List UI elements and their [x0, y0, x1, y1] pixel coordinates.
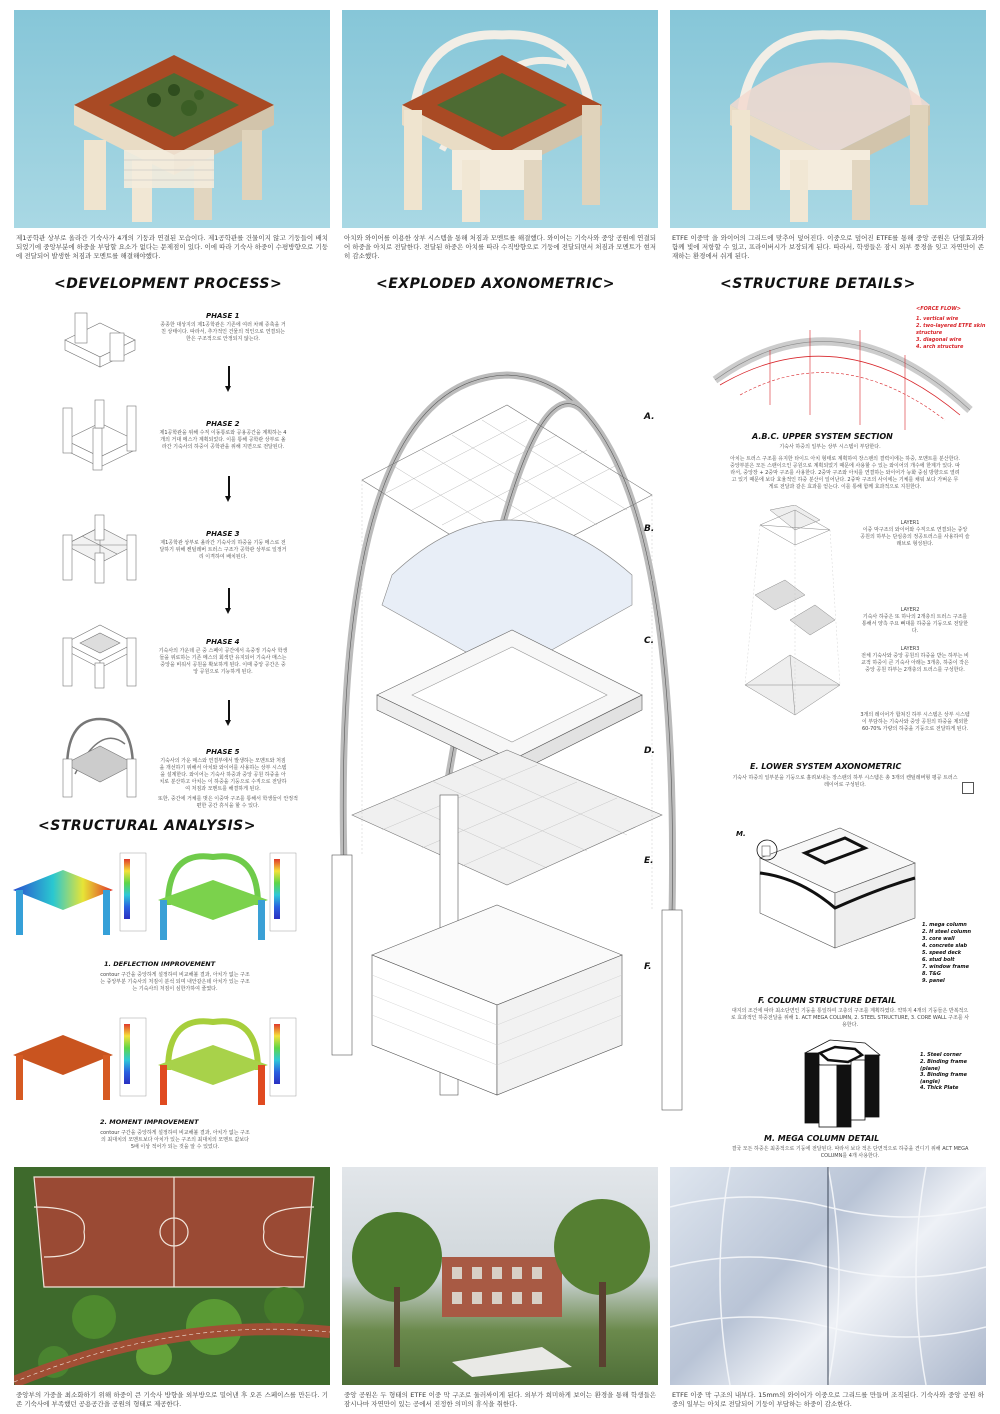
phase-3-diagram [55, 505, 145, 585]
building-arch-illustration [342, 10, 658, 228]
bottom-caption-3: ETFE 이중 막 구조의 내부다. 15mm의 와이어가 이중으로 그리드를 만들며 조직된다. 기숙사와 중앙 공원 하중의 일부는 아치로 전달되어 기둥이 부담하는 하중이 감소한다. [672, 1391, 984, 1408]
column-structure-text: 대지의 조건에 따라 최소단면인 기둥을 통일하여 고층의 구조를 계획하였다. 약하지 4개의 기둥들은 반복적으로 효과적인 하중전달을 위해 1. ACT MEGA COLUMN, 2. STEEL STRUCTURE, 3. CORE WALL 구조를 사용한다. [730, 1008, 970, 1028]
lower-system-text: 기숙사 하중의 일부분을 기둥으로 흘려보내는 장스팬의 하부 시스템은 총 3개의 켄틸레버형 평공 트러스 레이어로 구성된다. [732, 775, 958, 788]
mega-column-diagram [790, 1035, 890, 1133]
phase-arrow-2 [228, 476, 230, 498]
phase-1-text: 종종한 대상지의 제1공학관은 기존에 여러 차례 증축을 거친 상태이다. 따라서, 추가적인 건물의 적인으로 연결되는 한은 구조적으로 안정되지 않는다. [160, 322, 286, 342]
axon-label-f: F. [644, 962, 652, 972]
force-flow-item-4: 4. arch structure [916, 344, 964, 350]
phase-arrow-1 [228, 366, 230, 388]
moment-text: contour 구간을 중앙하게 설정하여 비교해볼 결과, 아치가 없는 구조의 최대치의 모멘트보다 아치가 있는 구조의 최대치의 모멘트 값보다 5배 이상 적어가 되는 것을 알 수 있었다. [100, 1130, 250, 1150]
render-building-phase-3 [670, 10, 986, 228]
bottom-caption-2: 중앙 공원은 두 형태의 ETFE 이중 막 구조로 둘러싸이게 된다. 외부가 희미하게 보이는 환경을 통해 학생들은 잠시나마 자연만이 있는 공에서 진정한 의미의 휴식을 취한다. [344, 1391, 656, 1408]
layer-2-text: 기숙사 하중은 또 하나의 2개층의 트러스 구조를 통해서 양측 주요 뼈대를 하중을 기둥으로 전달한다. [861, 614, 969, 634]
phase-3-text: 제1공학관 상부로 올라간 기숙사의 하중을 기둥 메스로 전달하기 위해 켄틸레버 트러스 구조가 공학관 상부로 일정거리 이격하여 배치된다. [159, 540, 287, 560]
render-basketball-court [14, 1167, 330, 1385]
structure-details-title: <STRUCTURE DETAILS> [720, 276, 916, 292]
column-legend-4: 4. concrete slab [922, 943, 968, 949]
axon-label-e: E. [644, 856, 654, 866]
deflection-text: contour 구간을 중앙하게 설정하여 비교해볼 결과, 아치가 없는 구조는 중앙부분 기숙사의 처짐이 분석 되며 내안같은데 아치가 있는 구조는 기숙사의 처짐이 심한가하여 줄였다. [100, 972, 250, 992]
top-caption-1: 제1공학관 상부로 올라간 기숙사가 4개의 기둥과 연결된 모습이다. 제1공학관를 건물이지 않고 기둥들이 배치되었기에 중앙부분에 하중을 부담할 요소가 없다는 문제점이 있다. 이에 따라 기숙사 하중이 수평방향으로 기둥에 전달되어 발생한 처짐과 모멘트를 해결해야했다. [16, 234, 328, 260]
top-caption-2: 아치와 와이어를 이용한 상부 시스템을 통해 처짐과 모멘트를 해결했다. 와이어는 기숙사와 중앙 공원에 연결되어 하중을 아치로 전달한다. 전달된 하중은 아치를 따라 수직방향으로 기둥에 전달되면서 처짐과 모멘트가 현저히 감소했다. [344, 234, 656, 260]
upper-system-text: 아치는 트러스 구조를 유지한 타이드 아치 형태로 계획하여 장스팬의 결력이에는 하중, 모멘트를 분산한다. 중앙부분은 모든 스팬이으인 공원으로 계획되었기 때문에 사용할 수 있는 와이어의 개수에 한계가 있다. 따라서, 중앙장 + 2중막 구조를 사용한다. 2중막 구조와 아치를 연결하는 와이어가 능화 중심 방향으로 열려고 있기 때문에 보다 효율적인 하중 분산이 일어난다. 2중막 구조의 사이에는 기체를 채워 보다 가벼운 무게로 전달과 같은 효과를 얻는다. 이를 통해 함께 효과적으로 지원한다. [730, 456, 960, 490]
force-flow-item-1: 1. vertical wire [916, 316, 959, 322]
axon-label-b: B. [644, 524, 655, 534]
phase-1-diagram [55, 305, 145, 375]
column-legend-6: 6. stud bolt [922, 957, 955, 963]
phase-2-title: PHASE 2 [206, 420, 240, 428]
deflection-title: 1. DEFLECTION IMPROVEMENT [104, 960, 216, 968]
force-flow-item-3: 3. diagonal wire [916, 337, 962, 343]
column-legend-1: 1. mega column [922, 922, 967, 928]
force-flow-item-2: 2. two-layered ETFE skin structure [916, 323, 986, 336]
deflection-diagram [8, 845, 308, 950]
bottom-caption-1: 중앙부의 가중을 최소화하기 위해 하중이 큰 기숙사 방향을 외부방으로 밀어낸 후 오픈 스페이스를 만든다. 기존 기숙사에 부족했던 공용공간을 공원의 형태로 제공한다. [16, 1391, 328, 1408]
mega-column-title: M. MEGA COLUMN DETAIL [764, 1134, 880, 1143]
axon-label-c: C. [644, 636, 655, 646]
column-structure-diagram [740, 818, 920, 958]
render-building-phase-1 [14, 10, 330, 228]
column-legend-9: 9. panel [922, 978, 945, 984]
layer-3-text: 전체 기숙사와 중앙 공원의 하중을 받는 하부는 비교적 하중이 큰 기숙사 아래는 3개층, 하중이 작은 중앙 공원 하부는 2개층의 트러스를 구성한다. [861, 653, 969, 673]
layer-2-title: LAYER2 [900, 607, 920, 613]
phase-5-diagram [55, 714, 145, 799]
force-flow-title: <FORCE FLOW> [916, 306, 961, 312]
mega-legend-4: 4. Thick Plate [920, 1085, 959, 1091]
phase-4-diagram [55, 608, 145, 690]
layer-note: 3개의 레이어가 합쳐진 하부 시스템은 상부 시스템이 부담하는 기숙사와 중앙 공원의 하중을 제외한 60-70% 가량의 하중을 기둥으로 전달하게 된다. [860, 712, 970, 732]
phase-extra-text: 또한, 중간에 거체를 벗은 이중막 구조를 통해서 학생들이 안정적 편한 공간 휴식을 할 수 있다. [158, 796, 298, 809]
lower-system-layers-diagram [730, 505, 860, 760]
render-etfe-interior [670, 1167, 986, 1385]
phase-2-diagram [55, 398, 145, 473]
phase-2-text: 제1공학관을 위해 수직 이동통로와 공용공간을 계획하는 4개의 거대 메스가 계획되었다. 이를 통해 공학관 상부로 올라간 기숙사의 하중이 공학관을 위해 지면으로 전달된다. [159, 430, 287, 450]
phase-3-title: PHASE 3 [206, 530, 240, 538]
lower-system-title: E. LOWER SYSTEM AXONOMETRIC [750, 762, 902, 771]
mega-column-text: 결국 모든 하중은 최종적으로 기둥에 전달된다. 따라서 보다 적은 단면적으로 하중을 견디기 위해 ACT MEGA COLUMN를 4개 사용한다. [731, 1146, 969, 1159]
mega-legend-1: 1. Steel corner [920, 1052, 962, 1058]
exploded-axonometric-title: <EXPLODED AXONOMETRIC> [376, 276, 616, 292]
render-building-phase-2 [342, 10, 658, 228]
render-central-park [342, 1167, 658, 1385]
top-caption-3: ETFE 이중막 을 와이어의 그리드에 맞추어 덮어진다. 이중으로 덮어진 ETFE를 통해 중앙 공원은 단열효과와 함께 빛에 저항할 수 있고, 프라이버시가 보장되게 된다. 따라서, 학생들은 잠시 외부 풍경을 잊고 자연만이 존재하는 환경에서 쉬게 된다. [672, 234, 984, 260]
axon-label-d: D. [644, 746, 655, 756]
column-legend-3: 3. core wall [922, 936, 955, 942]
column-legend-2: 2. H steel column [922, 929, 972, 935]
upper-system-title: A.B.C. UPPER SYSTEM SECTION [752, 432, 893, 441]
phase-5-text: 기숙사의 가운 매스와 연결부에서 발생하는 모멘트와 처짐을 개선하기 위해서 아치와 와이어를 사용하는 상부 시스템을 설계한다. 와이어는 기숙사 하중과 중앙 공원 하중을 아치로 분산하고 아치는 이 하중을 기둥으로 수직으로 전달하여 처짐과 모멘트를 해결하게 된다. [159, 758, 287, 792]
upper-system-sub: 기숙사 하중의 일부는 상부 시스템이 부담한다. [779, 444, 881, 450]
layer-1-title: LAYER1 [900, 520, 920, 526]
column-legend-5: 5. speed deck [922, 950, 962, 956]
mega-legend-3: 3. Binding frame (angle) [920, 1072, 967, 1085]
phase-arrow-3 [228, 588, 230, 610]
building-etfe-illustration [670, 10, 986, 228]
structural-analysis-title: <STRUCTURAL ANALYSIS> [38, 818, 256, 834]
phase-1-title: PHASE 1 [206, 312, 240, 320]
phase-4-title: PHASE 4 [206, 638, 240, 646]
exploded-axonometric-drawing [322, 295, 692, 1115]
mega-legend-2: 2. Binding frame (plane) [920, 1059, 967, 1072]
phase-5-title: PHASE 5 [206, 748, 240, 756]
column-legend-8: 8. T&G [922, 971, 941, 977]
layer-1-text: 이중 막구조의 와이어와 수직으로 연결되는 중앙 공원의 하부는 단심층의 정공트러스를 사용하여 슬래브로 형성된다. [860, 527, 970, 547]
development-process-title: <DEVELOPMENT PROCESS> [54, 276, 283, 292]
layer-3-title: LAYER3 [900, 646, 920, 652]
moment-diagram [8, 1010, 308, 1115]
phase-arrow-4 [228, 700, 230, 722]
moment-title: 2. MOMENT IMPROVEMENT [100, 1118, 199, 1126]
column-legend-7: 7. window frame [922, 964, 970, 970]
mega-column-callout: M. [736, 830, 746, 838]
page-number-box [962, 782, 974, 794]
column-structure-title: F. COLUMN STRUCTURE DETAIL [758, 996, 897, 1005]
axon-label-a: A. [644, 412, 655, 422]
phase-4-text: 기숙사의 가운데 큰 중 스페이 공간에서 옥중정 기숙사 학생들을 위로하는 기존 메스의 회색만 유지되어 기숙사 매스는 중앙을 비워서 공원을 확보하게 된다. 이때 중앙 공간은 중앙 공원으로 기능하게 된다. [158, 648, 288, 675]
building-illustration [14, 10, 330, 228]
